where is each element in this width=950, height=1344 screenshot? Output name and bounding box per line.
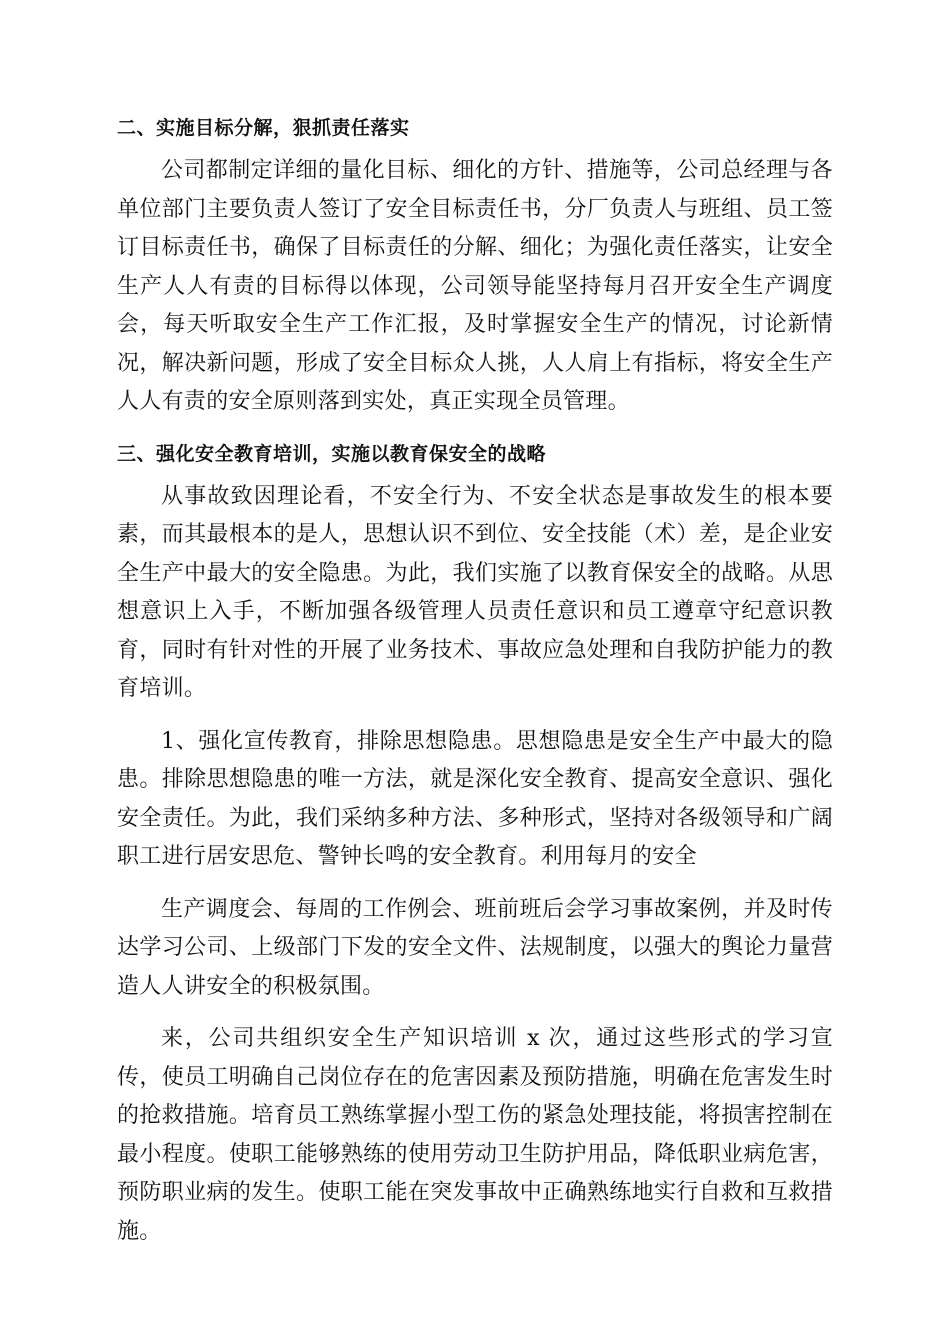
paragraph-target-decomposition: 公司都制定详细的量化目标、细化的方针、措施等，公司总经理与各单位部门主要负责人签订了安全目标责任书，分厂负责人与班组、员工签订目标责任书，确保了目标责任的分解、细化；为强化责任落实，让安全生产人人有责的目标得以体现，公司领导能坚持每月召开安全生产调度会，每天听取安全生产工作汇报，及时掌握安全生产的情况，讨论新情况，解决新问题，形成了安全目标众人挑，人人肩上有指标，将安全生产人人有责的安全原则落到实处，真正实现全员管理。 [117, 158, 833, 414]
paragraph-accident-causation: 从事故致因理论看，不安全行为、不安全状态是事故发生的根本要素，而其最根本的是人，思想认识不到位、安全技能（术）差，是企业安全生产中最大的安全隐患。为此，我们实施了以教育保安全的战略。从思想意识上入手，不断加强各级管理人员责任意识和员工遵章守纪意识教育，同时有针对性的开展了业务技术、事故应急处理和自我防护能力的教育培训。 [117, 483, 833, 701]
section-heading-3: 三、强化安全教育培训，实施以教育保安全的战略 [117, 442, 547, 465]
paragraph-meetings: 生产调度会、每周的工作例会、班前班后会学习事故案例，并及时传达学习公司、上级部门下发的安全文件、法规制度，以强大的舆论力量营造人人讲安全的积极氛围。 [117, 896, 833, 999]
section-heading-2: 二、实施目标分解，狠抓责任落实 [117, 117, 410, 139]
paragraph-propaganda-education: 1、强化宣传教育，排除思想隐患。思想隐患是安全生产中最大的隐患。排除思想隐患的唯一方法，就是深化安全教育、提高安全意识、强化安全责任。为此，我们采纳多种方法、多种形式，坚持对各级领导和广阔职工进行居安思危、警钟长鸣的安全教育。利用每月的安全 [117, 728, 833, 869]
document-page [117, 110, 833, 1265]
paragraph-training-results: 来，公司共组织安全生产知识培训 x 次，通过这些形式的学习宣传，使员工明确自己岗位存在的危害因素及预防措施，明确在危害发生时的抢救措施。培育员工熟练掌握小型工伤的紧急处理技能，将损害控制在最小程度。使职工能够熟练的使用劳动卫生防护用品，降低职业病危害，预防职业病的发生。使职工能在突发事故中正确熟练地实行自救和互救措施。 [117, 1026, 833, 1244]
